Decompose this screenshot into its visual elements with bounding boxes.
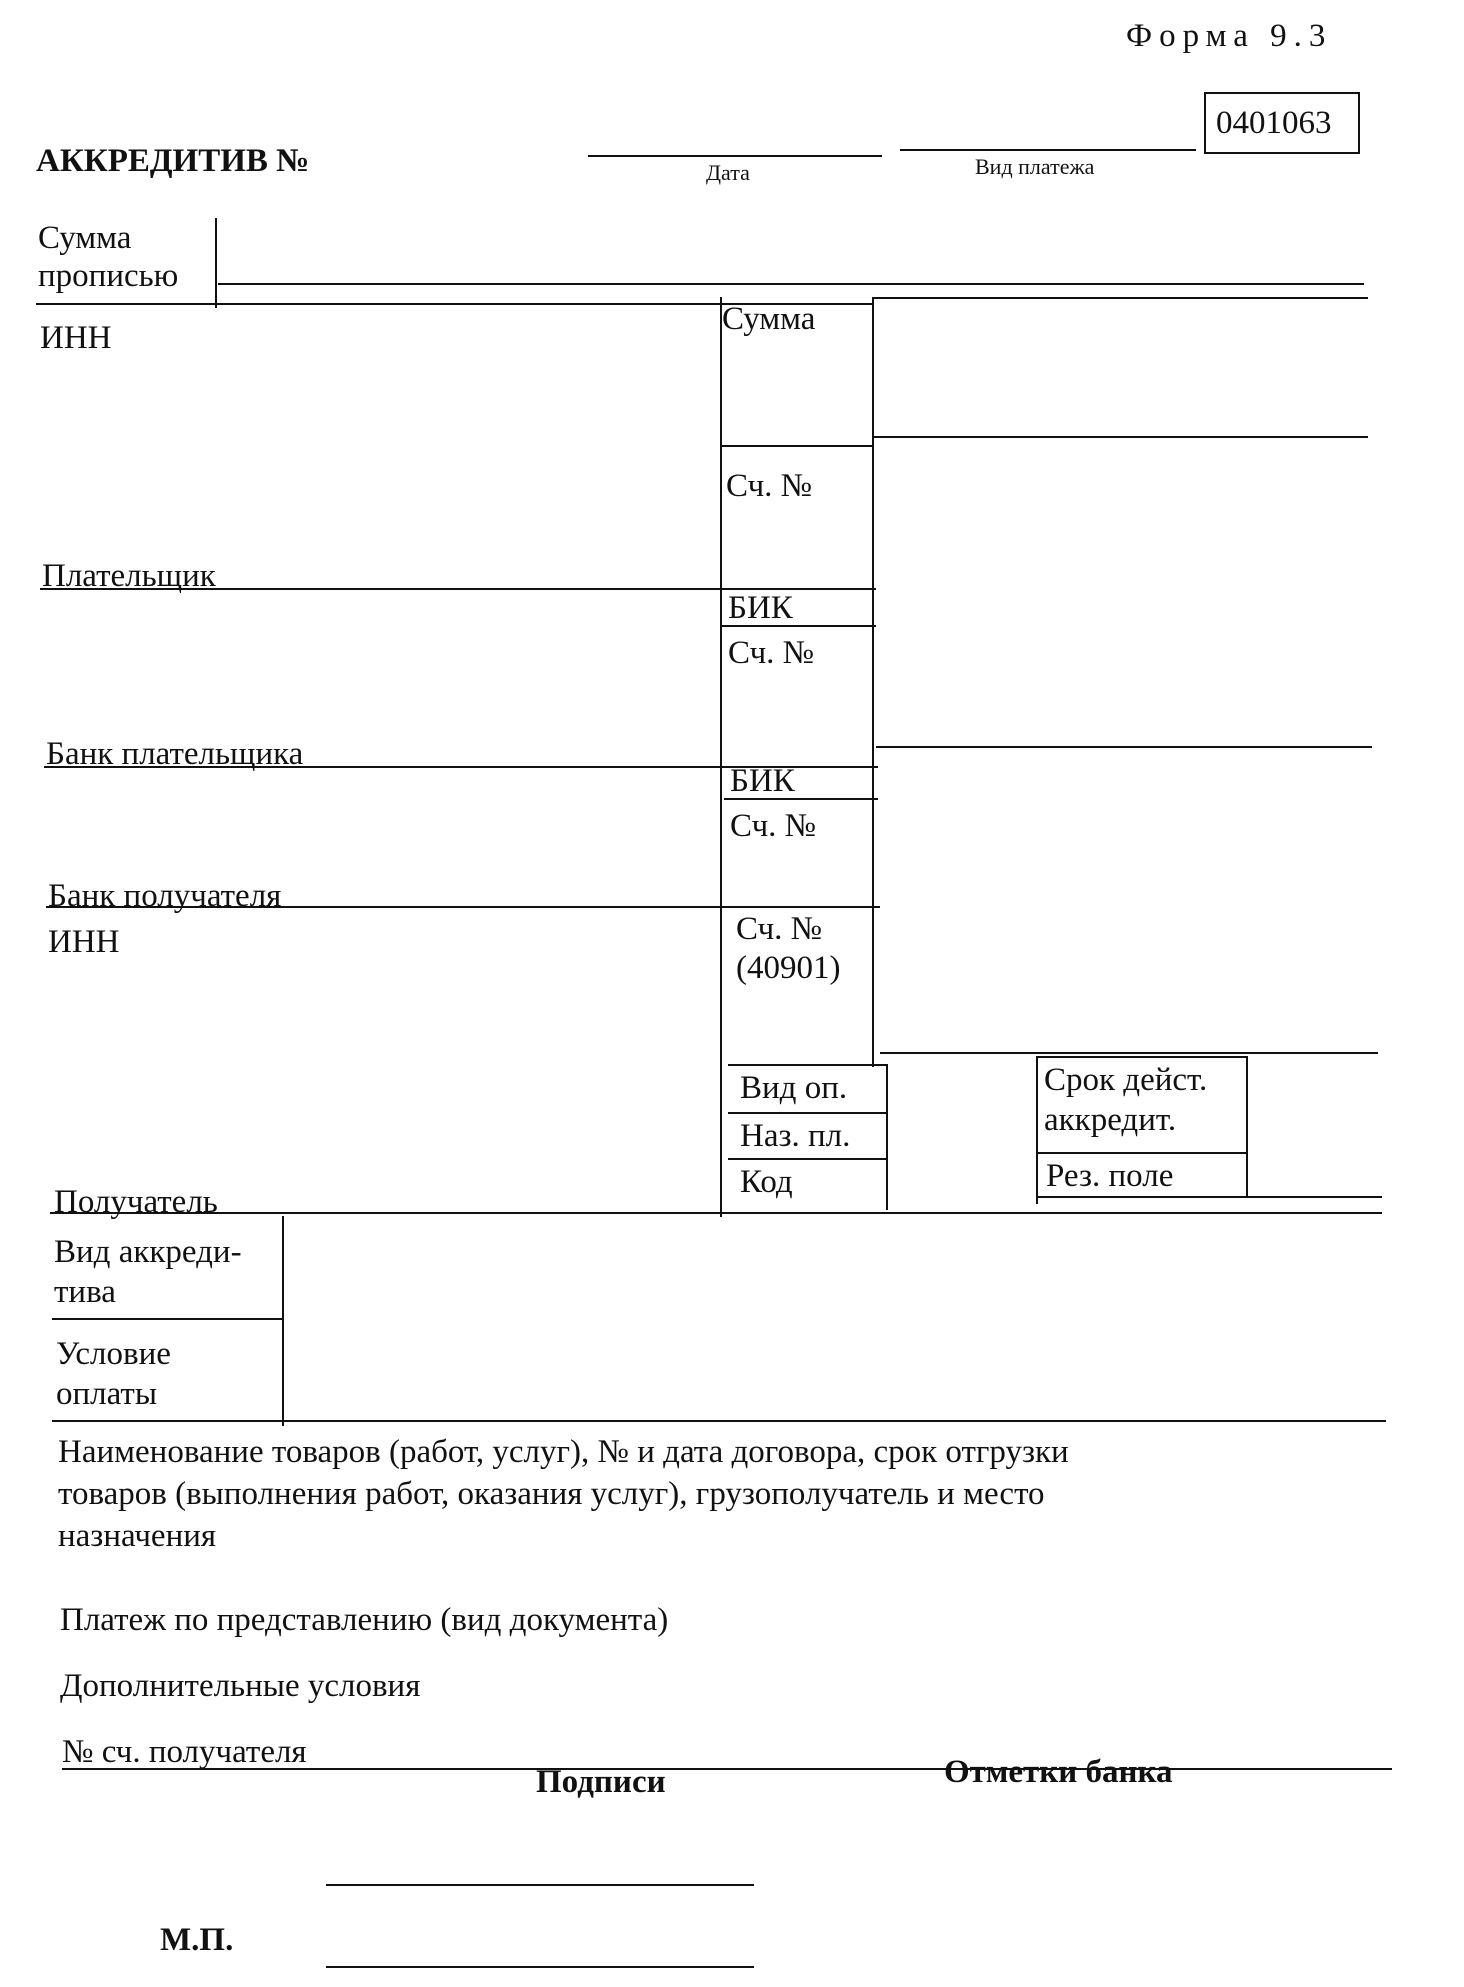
payer-label: Плательщик	[42, 558, 216, 594]
amount-in-words-label-2: прописью	[38, 258, 179, 294]
amount-field-line[interactable]	[874, 436, 1368, 438]
signatures-label: Подписи	[536, 1764, 666, 1800]
payee-label: Получатель	[54, 1184, 218, 1220]
amount-cell-bottom	[722, 445, 874, 447]
stamp-label: М.П.	[160, 1922, 234, 1958]
goods-description-line-3: назначения	[58, 1518, 217, 1554]
amount-label: Сумма	[722, 301, 816, 337]
payer-bank-account-label: Сч. №	[728, 635, 815, 671]
codes-right-border	[886, 1064, 888, 1210]
op-type-bottom	[728, 1112, 886, 1114]
codes-top-line	[728, 1064, 886, 1066]
document-title: АККРЕДИТИВ №	[36, 143, 310, 179]
validity-top-line	[1036, 1056, 1246, 1058]
payer-inn-label: ИНН	[40, 320, 112, 356]
payment-on-presentation-label: Платеж по представлению (вид документа)	[60, 1602, 669, 1638]
payer-account-label: Сч. №	[726, 468, 813, 504]
reserved-field-label: Рез. поле	[1046, 1158, 1174, 1194]
payer-bik-label: БИК	[728, 590, 793, 626]
lc-type-label-1: Вид аккреди-	[54, 1234, 242, 1270]
validity-label-1: Срок дейст.	[1044, 1062, 1208, 1098]
bank-marks-label: Отметки банка	[944, 1754, 1173, 1790]
payee-bik-label: БИК	[730, 763, 795, 799]
goods-description-line-1: Наименование товаров (работ, услуг), № и дата договора, срок отгрузки	[58, 1434, 1069, 1470]
payee-bank-account-label: Сч. №	[730, 808, 817, 844]
lc-type-label-2: тива	[54, 1274, 116, 1310]
goods-description-line-2: товаров (выполнения работ, оказания услуг), грузополучатель и место	[58, 1476, 1045, 1512]
payee-inn-label: ИНН	[48, 924, 120, 960]
payee-account-field-line[interactable]	[880, 1052, 1378, 1054]
payee-account-label-1: Сч. №	[736, 911, 823, 947]
validity-label-2: аккредит.	[1044, 1102, 1177, 1138]
terms-divider	[282, 1216, 284, 1426]
date-caption: Дата	[706, 160, 750, 185]
additional-conditions-label: Дополнительные условия	[60, 1668, 421, 1704]
signature-line-1[interactable]	[326, 1884, 754, 1886]
date-line[interactable]	[588, 155, 882, 157]
code-label: Код	[740, 1164, 793, 1200]
validity-left-border	[1036, 1056, 1038, 1204]
payee-account-number-label: № сч. получателя	[62, 1734, 307, 1770]
payment-type-line[interactable]	[900, 149, 1196, 151]
amount-top-line	[872, 297, 1368, 299]
payment-condition-label-2: оплаты	[56, 1376, 158, 1412]
label-column-left-border	[720, 297, 722, 1217]
payee-account-number-line[interactable]	[62, 1768, 1392, 1770]
amount-in-words-field[interactable]	[218, 283, 1364, 285]
signature-line-2[interactable]	[326, 1966, 754, 1968]
purpose-label: Наз. пл.	[740, 1118, 851, 1154]
payee-bank-label: Банк получателя	[48, 878, 282, 914]
payment-type-caption: Вид платежа	[975, 154, 1095, 179]
payer-bank-field-line[interactable]	[876, 746, 1372, 748]
terms-bottom-line	[52, 1420, 1386, 1422]
validity-bottom	[1036, 1152, 1248, 1154]
payer-bank-label: Банк плательщика	[46, 736, 304, 772]
op-type-label: Вид оп.	[740, 1070, 848, 1106]
payee-account-label-2: (40901)	[736, 950, 841, 986]
payee-bottom-line	[50, 1212, 1382, 1214]
form-number-label: Форма 9.3	[1126, 18, 1333, 54]
reserved-right-line	[1036, 1196, 1382, 1198]
amount-in-words-divider	[215, 218, 217, 308]
validity-right-border	[1246, 1056, 1248, 1198]
label-column-right-border	[872, 297, 874, 1067]
purpose-bottom	[728, 1158, 886, 1160]
form-code: 0401063	[1216, 105, 1332, 141]
payment-condition-label-1: Условие	[56, 1336, 171, 1372]
amount-in-words-label-1: Сумма	[38, 220, 132, 256]
lc-type-bottom	[52, 1318, 282, 1320]
